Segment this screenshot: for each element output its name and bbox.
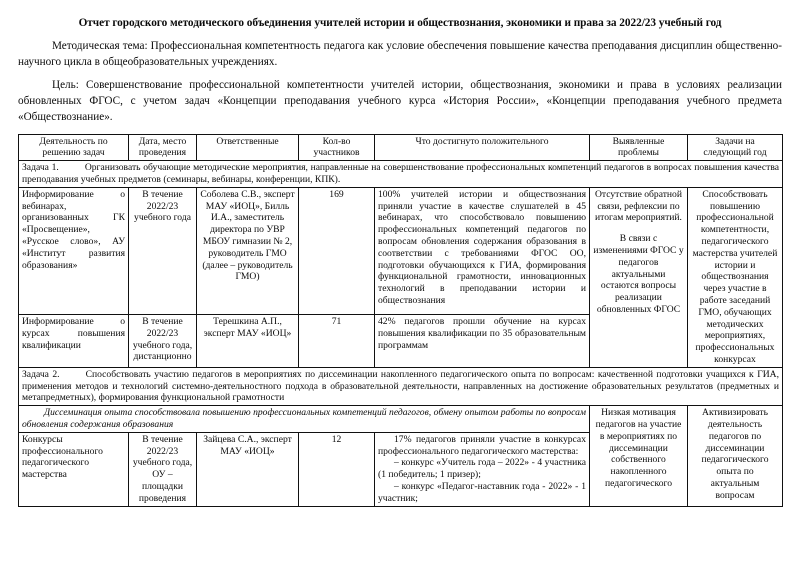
cell-achievements: [375, 432, 590, 506]
page-title: Отчет городского методического объединения учителей истории и обществознания, экономики и права за 2022/23 учебный год: [78, 17, 722, 29]
table-row: [19, 187, 783, 314]
cell-participants: 71: [299, 315, 375, 368]
task1-banner-cell: [19, 161, 783, 188]
task2-banner-row: [19, 367, 783, 405]
column-header-activity: Деятельность по решению задач: [19, 134, 129, 161]
dissemination-summary-cell: Диссеминация опыта способствовала повышению профессиональных компетенций педагогов, обмену опытом работы по вопросам обновления содержания образования: [19, 406, 590, 433]
dissemination-summary-row: [19, 406, 783, 433]
cell-activity: Информирование о вебинарах, организованных ГК «Просвещение», «Русское слово», АУ «Институт развития образования»: [19, 187, 129, 314]
problem-text-2: В связи с изменениями ФГОС у педагогов актуальными остаются вопросы реализации обновленных ФГОС: [593, 233, 684, 315]
cell-achievements: [375, 187, 590, 314]
cell-responsible: Соболева С.В., эксперт МАУ «ИОЦ», Билль И.А., заместитель директора по УВР МБОУ гимназии № 2, руководитель ГМО (далее – руководитель ГМО): [197, 187, 299, 314]
methodical-theme-paragraph: Методическая тема: Профессиональная компетентность педагога как условие обеспечения повышение качества преподавания дисциплин общественно-научного цикла в общеобразовательных учреждениях.: [18, 40, 782, 69]
cell-achievements: [375, 315, 590, 368]
cell-next-tasks: Способствовать повышению профессиональной компетентности, педагогического мастерства учителей истории и обществознания через участие в работе заседаний ГМО, обучающих методических мероприятиях, профессиональных конкурсах: [688, 187, 783, 367]
cell-problems: [590, 187, 688, 367]
cell-activity: Конкурсы профессионального педагогического мастерства: [19, 432, 129, 506]
column-header-date-place: Дата, место проведения: [129, 134, 197, 161]
achievement-text: 100% учителей истории и обществознания приняли участие в качестве слушателей в 45 вебинарах, что способствовало повышению профессиональных компетенций педагогов по вопросам обновления содержания образования в соответствии с требованиями ФГОС ОО, подготовки обучающихся к ГИА, формирования функциональной грамотности, инновационных технологий в преподавании истории и обществознания: [378, 188, 586, 306]
goal-paragraph: Цель: Совершенствование профессиональной компетентности учителей истории, обществознания, экономики и права в условиях реализации обновленных ФГОС, с учетом задач «Концепции преподавания учебного курса «История России», «Концепции преподавания учебного предмета «Обществознание».: [18, 78, 782, 123]
task2-text: Способствовать участию педагогов в мероприятиях по диссеминации накопленного педагогического опыта по вопросам: качественной подготовки учащихся к ГИА, применения методов и технологий системно-деятельностного подхода в образовательной деятельности, направленных на достижение образовательных результатов (предметных и метапредметных), формирования функциональной грамотности: [22, 368, 779, 404]
achievement-intro: 17% педагогов приняли участие в конкурсах профессионального педагогического мастерства:: [378, 433, 586, 457]
task1-text: Организовать обучающие методические мероприятия, направленные на совершенствование профессиональных компетенций педагогов в вопросах повышения качества преподавания учебных предметов (семинары, вебинары, конференции, КПК).: [22, 162, 779, 186]
cell-activity: Информирование о курсах повышения квалификации: [19, 315, 129, 368]
column-header-responsible: Ответственные: [197, 134, 299, 161]
cell-participants: 12: [299, 432, 375, 506]
column-header-next-tasks: Задачи на следующий год: [688, 134, 783, 161]
cell-responsible: Зайцева С.А., эксперт МАУ «ИОЦ»: [197, 432, 299, 506]
task1-label: Задача 1.: [22, 162, 59, 174]
task2-label: Задача 2.: [22, 368, 60, 380]
column-header-participants: Кол-во участников: [299, 134, 375, 161]
column-header-achievements: Что достигнуто положительного: [375, 134, 590, 161]
task2-banner-cell: [19, 367, 783, 405]
cell-responsible: Терешкина А.П., эксперт МАУ «ИОЦ»: [197, 315, 299, 368]
problem-text-1: Отсутствие обратной связи, рефлексии по итогам мероприятий.: [595, 188, 682, 224]
achievement-text: 42% педагогов прошли обучение на курсах повышения квалификации по 35 образовательным программам: [378, 316, 586, 351]
column-header-problems: Выявленные проблемы: [590, 134, 688, 161]
achievement-item-1: – конкурс «Учитель года – 2022» - 4 участника (1 победитель; 1 призер);: [378, 457, 586, 481]
cell-problems: Низкая мотивация педагогов на участие в мероприятиях по диссеминации собственного накопленного педагогического: [590, 406, 688, 506]
cell-date-place: В течение 2022/23 учебного года, ОУ – площадки проведения: [129, 432, 197, 506]
report-table: [18, 134, 783, 507]
cell-date-place: В течение 2022/23 учебного года: [129, 187, 197, 314]
cell-participants: 169: [299, 187, 375, 314]
cell-next-tasks: Активизировать деятельность педагогов по диссеминации педагогического опыта по актуальным вопросам: [688, 406, 783, 506]
task1-banner-row: [19, 161, 783, 188]
cell-date-place: В течение 2022/23 учебного года, дистанционно: [129, 315, 197, 368]
table-header-row: [19, 134, 783, 161]
achievement-item-2: – конкурс «Педагог-наставник года - 2022» - 1 участник;: [378, 480, 586, 504]
